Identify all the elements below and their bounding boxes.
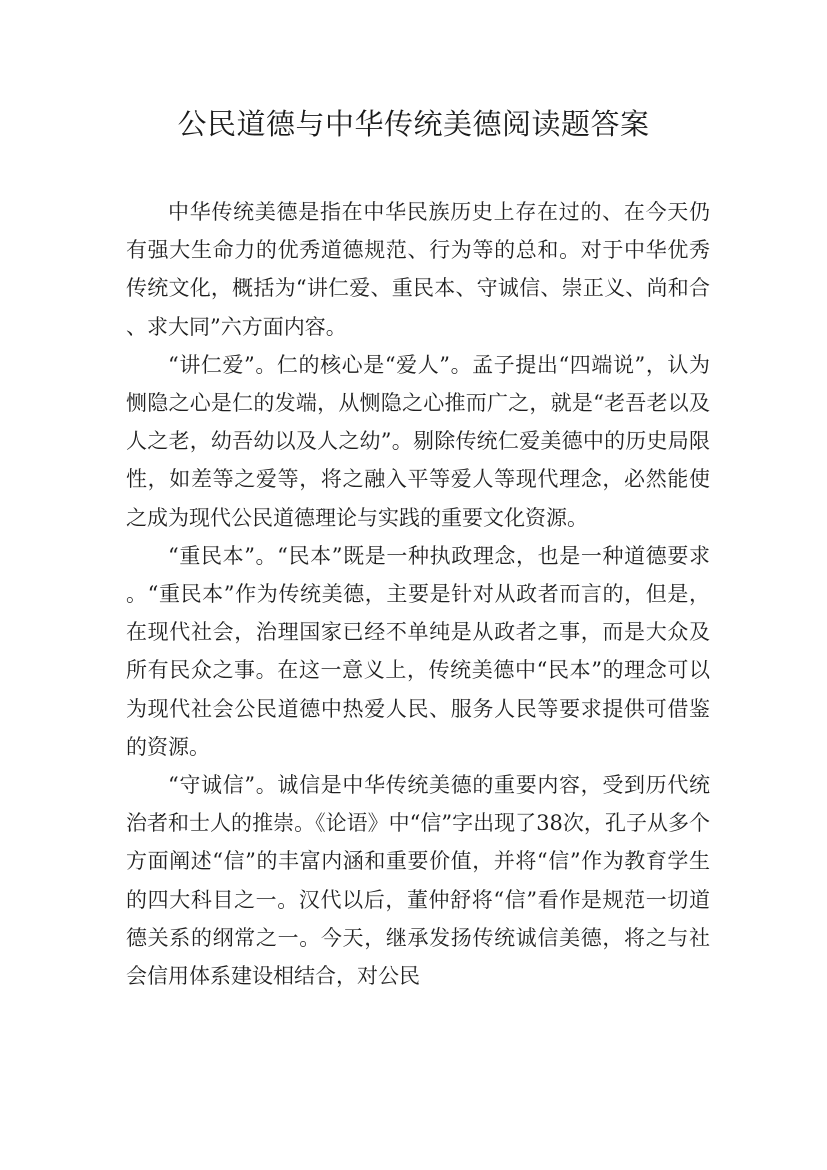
paragraph-benevolence: “讲仁爱”。仁的核心是“爱人”。孟子提出“四端说”，认为恻隐之心是仁的发端，从恻隐之心推而广之，就是“老吾老以及人之老，幼吾幼以及人之幼”。剔除传统仁爱美德中的历史局限性，如差等之爱等，将之融入平等爱人等现代理念，必然能使之成为现代公民道德理论与实践的重要文化资源。 — [126, 352, 710, 530]
paragraph-people-oriented: “重民本”。“民本”既是一种执政理念，也是一种道德要求。“重民本”作为传统美德，主要是针对从政者而言的，但是，在现代社会，治理国家已经不单纯是从政者之事，而是大众及所有民众之事。在这一意义上，传统美德中“民本”的理念可以为现代社会公民道德中热爱人民、服务人民等要求提供可借鉴的资源。 — [126, 543, 710, 759]
paragraph-integrity: “守诚信”。诚信是中华传统美德的重要内容，受到历代统治者和士人的推崇。《论语》中“信”字出现了38次，孔子从多个方面阐述“信”的丰富内涵和重要价值，并将“信”作为教育学生的四大科目之一。汉代以后，董仲舒将“信”看作是规范一切道德关系的纲常之一。今天，继承发扬传统诚信美德，将之与社会信用体系建设相结合，对公民 — [126, 773, 710, 989]
article-body — [126, 193, 710, 995]
paragraph-intro: 中华传统美德是指在中华民族历史上存在过的、在今天仍有强大生命力的优秀道德规范、行为等的总和。对于中华优秀传统文化，概括为“讲仁爱、重民本、守诚信、崇正义、尚和合、求大同”六方面内容。 — [126, 200, 710, 339]
page-title: 公民道德与中华传统美德阅读题答案 — [177, 107, 650, 141]
